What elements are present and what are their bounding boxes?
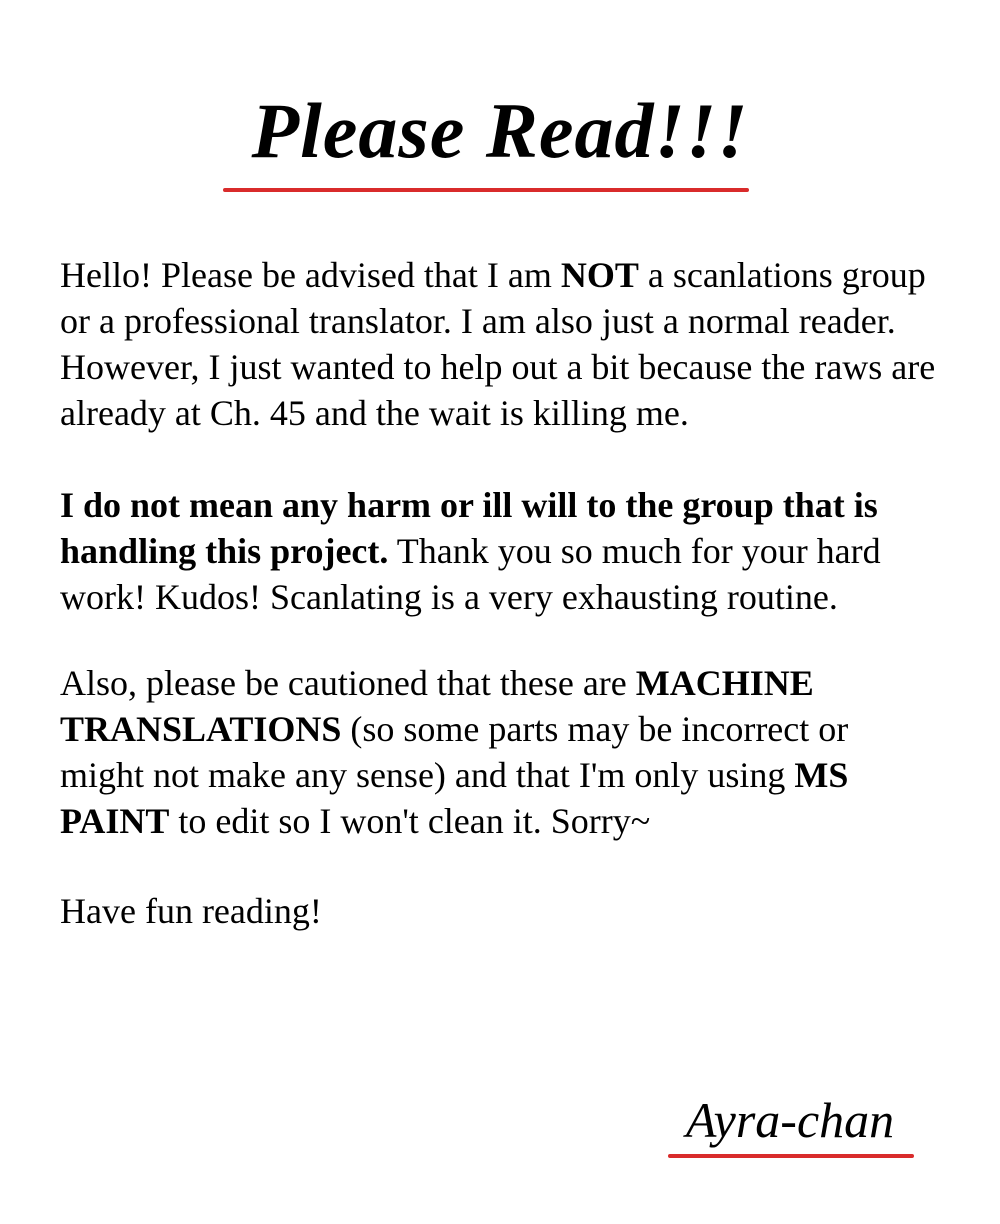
caution-emphasis-machine: MACHINE TRANSLATIONS [60, 663, 814, 749]
closing-text: Have fun reading! [60, 891, 322, 931]
disclaimer-emphasis: I do not mean any harm or ill will to the group that is handling this project. [60, 485, 878, 571]
paragraph-caution [60, 660, 940, 844]
title-block [0, 87, 1000, 174]
notice-body [60, 252, 940, 978]
intro-emphasis-not: NOT [560, 255, 639, 295]
intro-text-2: a scanlations group or a professional translator. I am also just a normal reader. However, I just wanted to help out a bit because the raws are already at Ch. 45 and the wait is killing me. [60, 255, 936, 433]
paragraph-intro [60, 252, 940, 436]
caution-text-2: (so some parts may be incorrect or might not make any sense) and that I'm only using [60, 709, 849, 795]
intro-text-1: Hello! Please be advised that I am [60, 255, 561, 295]
disclaimer-text: Thank you so much for your hard work! Kudos! Scanlating is a very exhausting routine. [60, 531, 881, 617]
paragraph-disclaimer [60, 482, 940, 620]
title-underline [223, 188, 749, 192]
signature-underline [668, 1154, 914, 1158]
caution-text-3: to edit so I won't clean it. Sorry~ [169, 801, 651, 841]
paragraph-closing [60, 888, 940, 934]
caution-text-1: Also, please be cautioned that these are [60, 663, 636, 703]
page-title: Please Read!!! [251, 87, 749, 174]
signature: Ayra-chan [685, 1092, 895, 1148]
caution-emphasis-mspaint: MS PAINT [60, 755, 849, 841]
